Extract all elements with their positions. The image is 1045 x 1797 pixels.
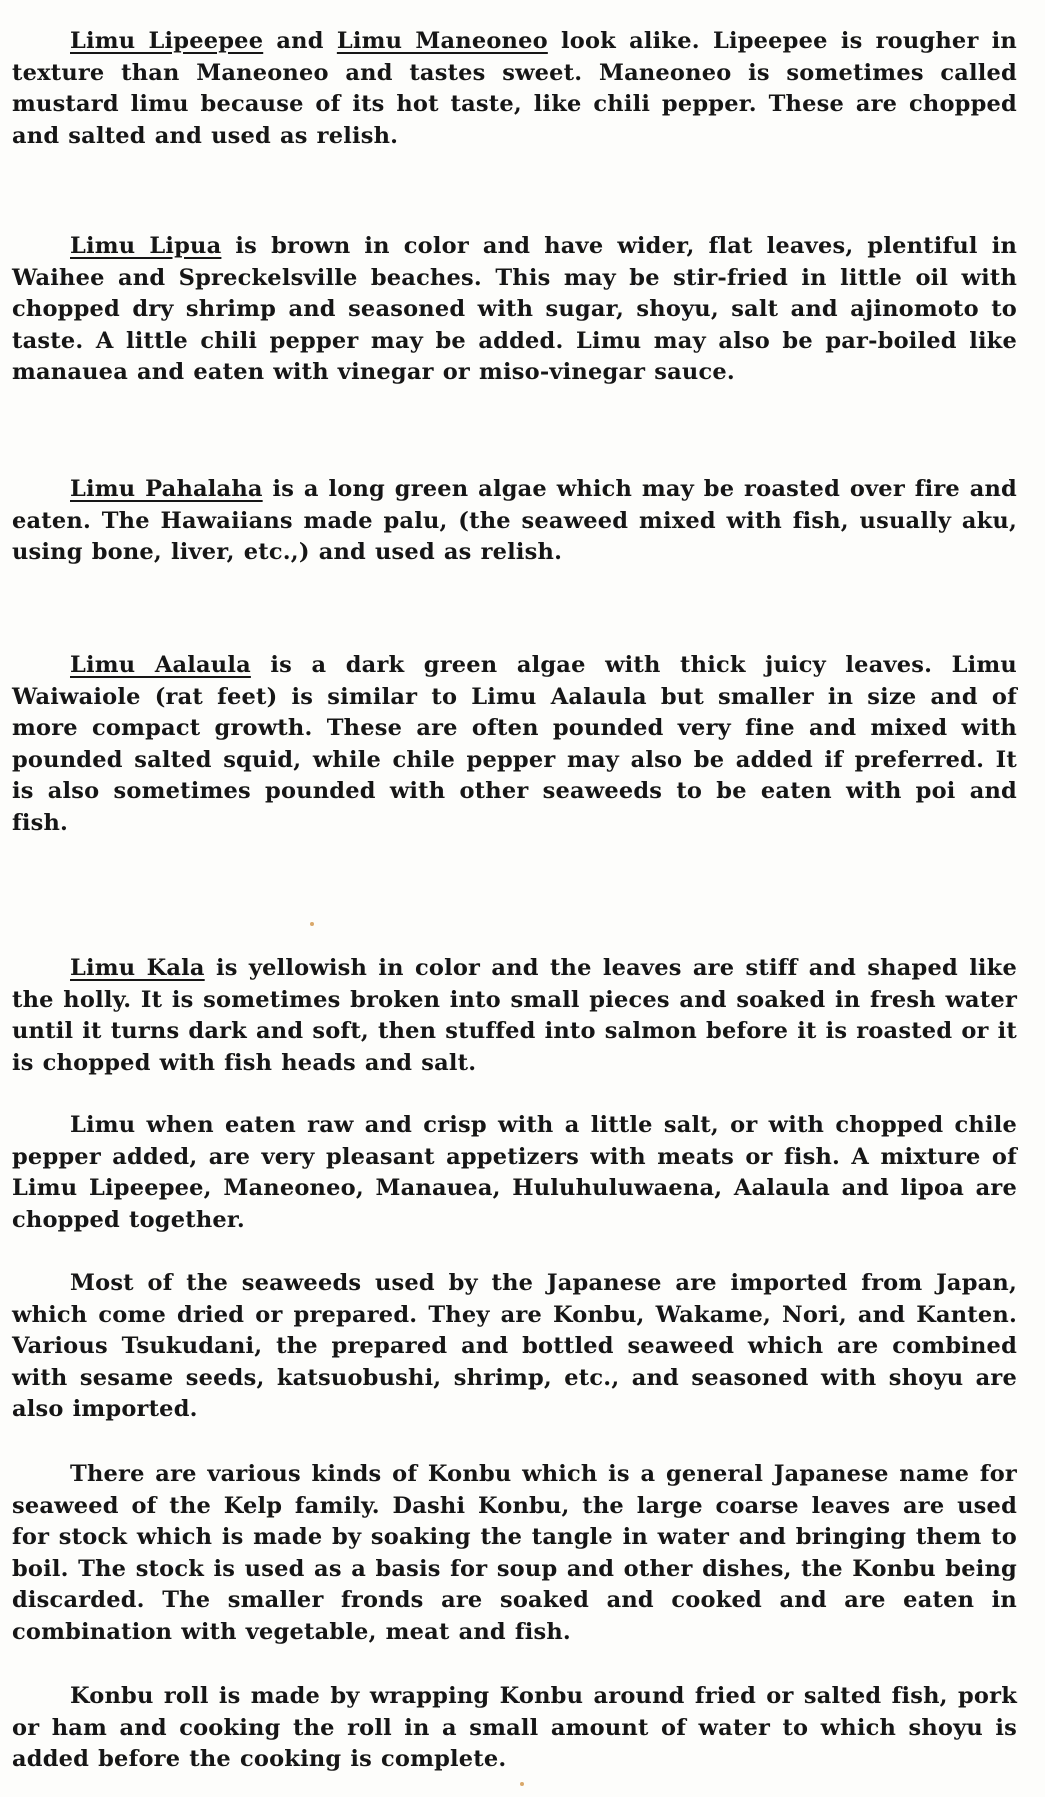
paragraph-text: is yellowish in color and the leaves are stiff and shaped like the holly. It is sometimes broken into small pieces and soaked in fresh water until it turns dark and soft, then stuffed into salmon before it is roasted or it is chopped with fish heads and salt. (12, 955, 1017, 1076)
paragraph-text: is a dark green algae with thick juicy leaves. Limu Waiwaiole (rat feet) is similar to Limu Aalaula but smaller in size and of more compact growth. These are often pounded very fine and mixed with pounded salted squid, while chile pepper may also be added if preferred. It is also sometimes pounded with other seaweeds to be eaten with poi and fish. (12, 652, 1017, 836)
paragraph-lipua (12, 231, 1017, 389)
paragraph-konbu: There are various kinds of Konbu which is a general Japanese name for seaweed of the Kelp family. Dashi Konbu, the large coarse leaves are used for stock which is made by soaking the tangle in water and bringing them to boil. The stock is used as a basis for soup and other dishes, the Konbu being discarded. The smaller fronds are soaked and cooked and are eaten in combination with vegetable, meat and fish. (12, 1461, 1017, 1645)
term-limu-lipua: Limu Lipua (70, 233, 222, 259)
term-limu-aalaula: Limu Aalaula (70, 652, 251, 678)
paragraph-text: look alike. Lipeepee is rougher in texture than Maneoneo and tastes sweet. Maneoneo is sometimes called mustard limu because of its hot taste, like chili pepper. These are chopped and salted and used as relish. (12, 28, 1017, 149)
paragraph-kala (12, 953, 1017, 1079)
term-limu-kala: Limu Kala (70, 955, 205, 981)
paper-speck (310, 922, 314, 926)
paragraph-aalaula (12, 650, 1017, 839)
paragraph-text: and (263, 28, 337, 54)
paragraph-raw-limu: Limu when eaten raw and crisp with a little salt, or with chopped chile pepper added, are very pleasant appetizers with meats or fish. A mixture of Limu Lipeepee, Maneoneo, Manauea, Huluhuluwaena, Aalaula and lipoa are chopped together. (12, 1112, 1017, 1233)
term-limu-pahalaha: Limu Pahalaha (70, 476, 263, 502)
term-limu-maneoneo: Limu Maneoneo (336, 28, 548, 54)
paper-speck (520, 1782, 524, 1786)
paragraph-lipeepee-maneoneo (12, 26, 1017, 152)
paragraph-pahalaha (12, 474, 1017, 569)
term-limu-lipeepee: Limu Lipeepee (70, 28, 264, 54)
paragraph-text: is a long green algae which may be roasted over fire and eaten. The Hawaiians made palu, (the seaweed mixed with fish, usually aku, using bone, liver, etc.,) and used as relish. (12, 476, 1017, 565)
paragraph-text: is brown in color and have wider, flat leaves, plentiful in Waihee and Spreckelsville beaches. This may be stir-fried in little oil with chopped dry shrimp and seasoned with sugar, shoyu, salt and ajinomoto to taste. A little chili pepper may be added. Limu may also be par-boiled like manauea and eaten with vinegar or miso-vinegar sauce. (12, 233, 1017, 385)
paragraph-konbu-roll: Konbu roll is made by wrapping Konbu around fried or salted fish, pork or ham and cooking the roll in a small amount of water to which shoyu is added before the cooking is complete. (12, 1683, 1017, 1772)
paragraph-japanese-seaweeds: Most of the seaweeds used by the Japanese are imported from Japan, which come dried or prepared. They are Konbu, Wakame, Nori, and Kanten. Various Tsukudani, the prepared and bottled seaweed which are combined with sesame seeds, katsuobushi, shrimp, etc., and seasoned with shoyu are also imported. (12, 1270, 1017, 1422)
